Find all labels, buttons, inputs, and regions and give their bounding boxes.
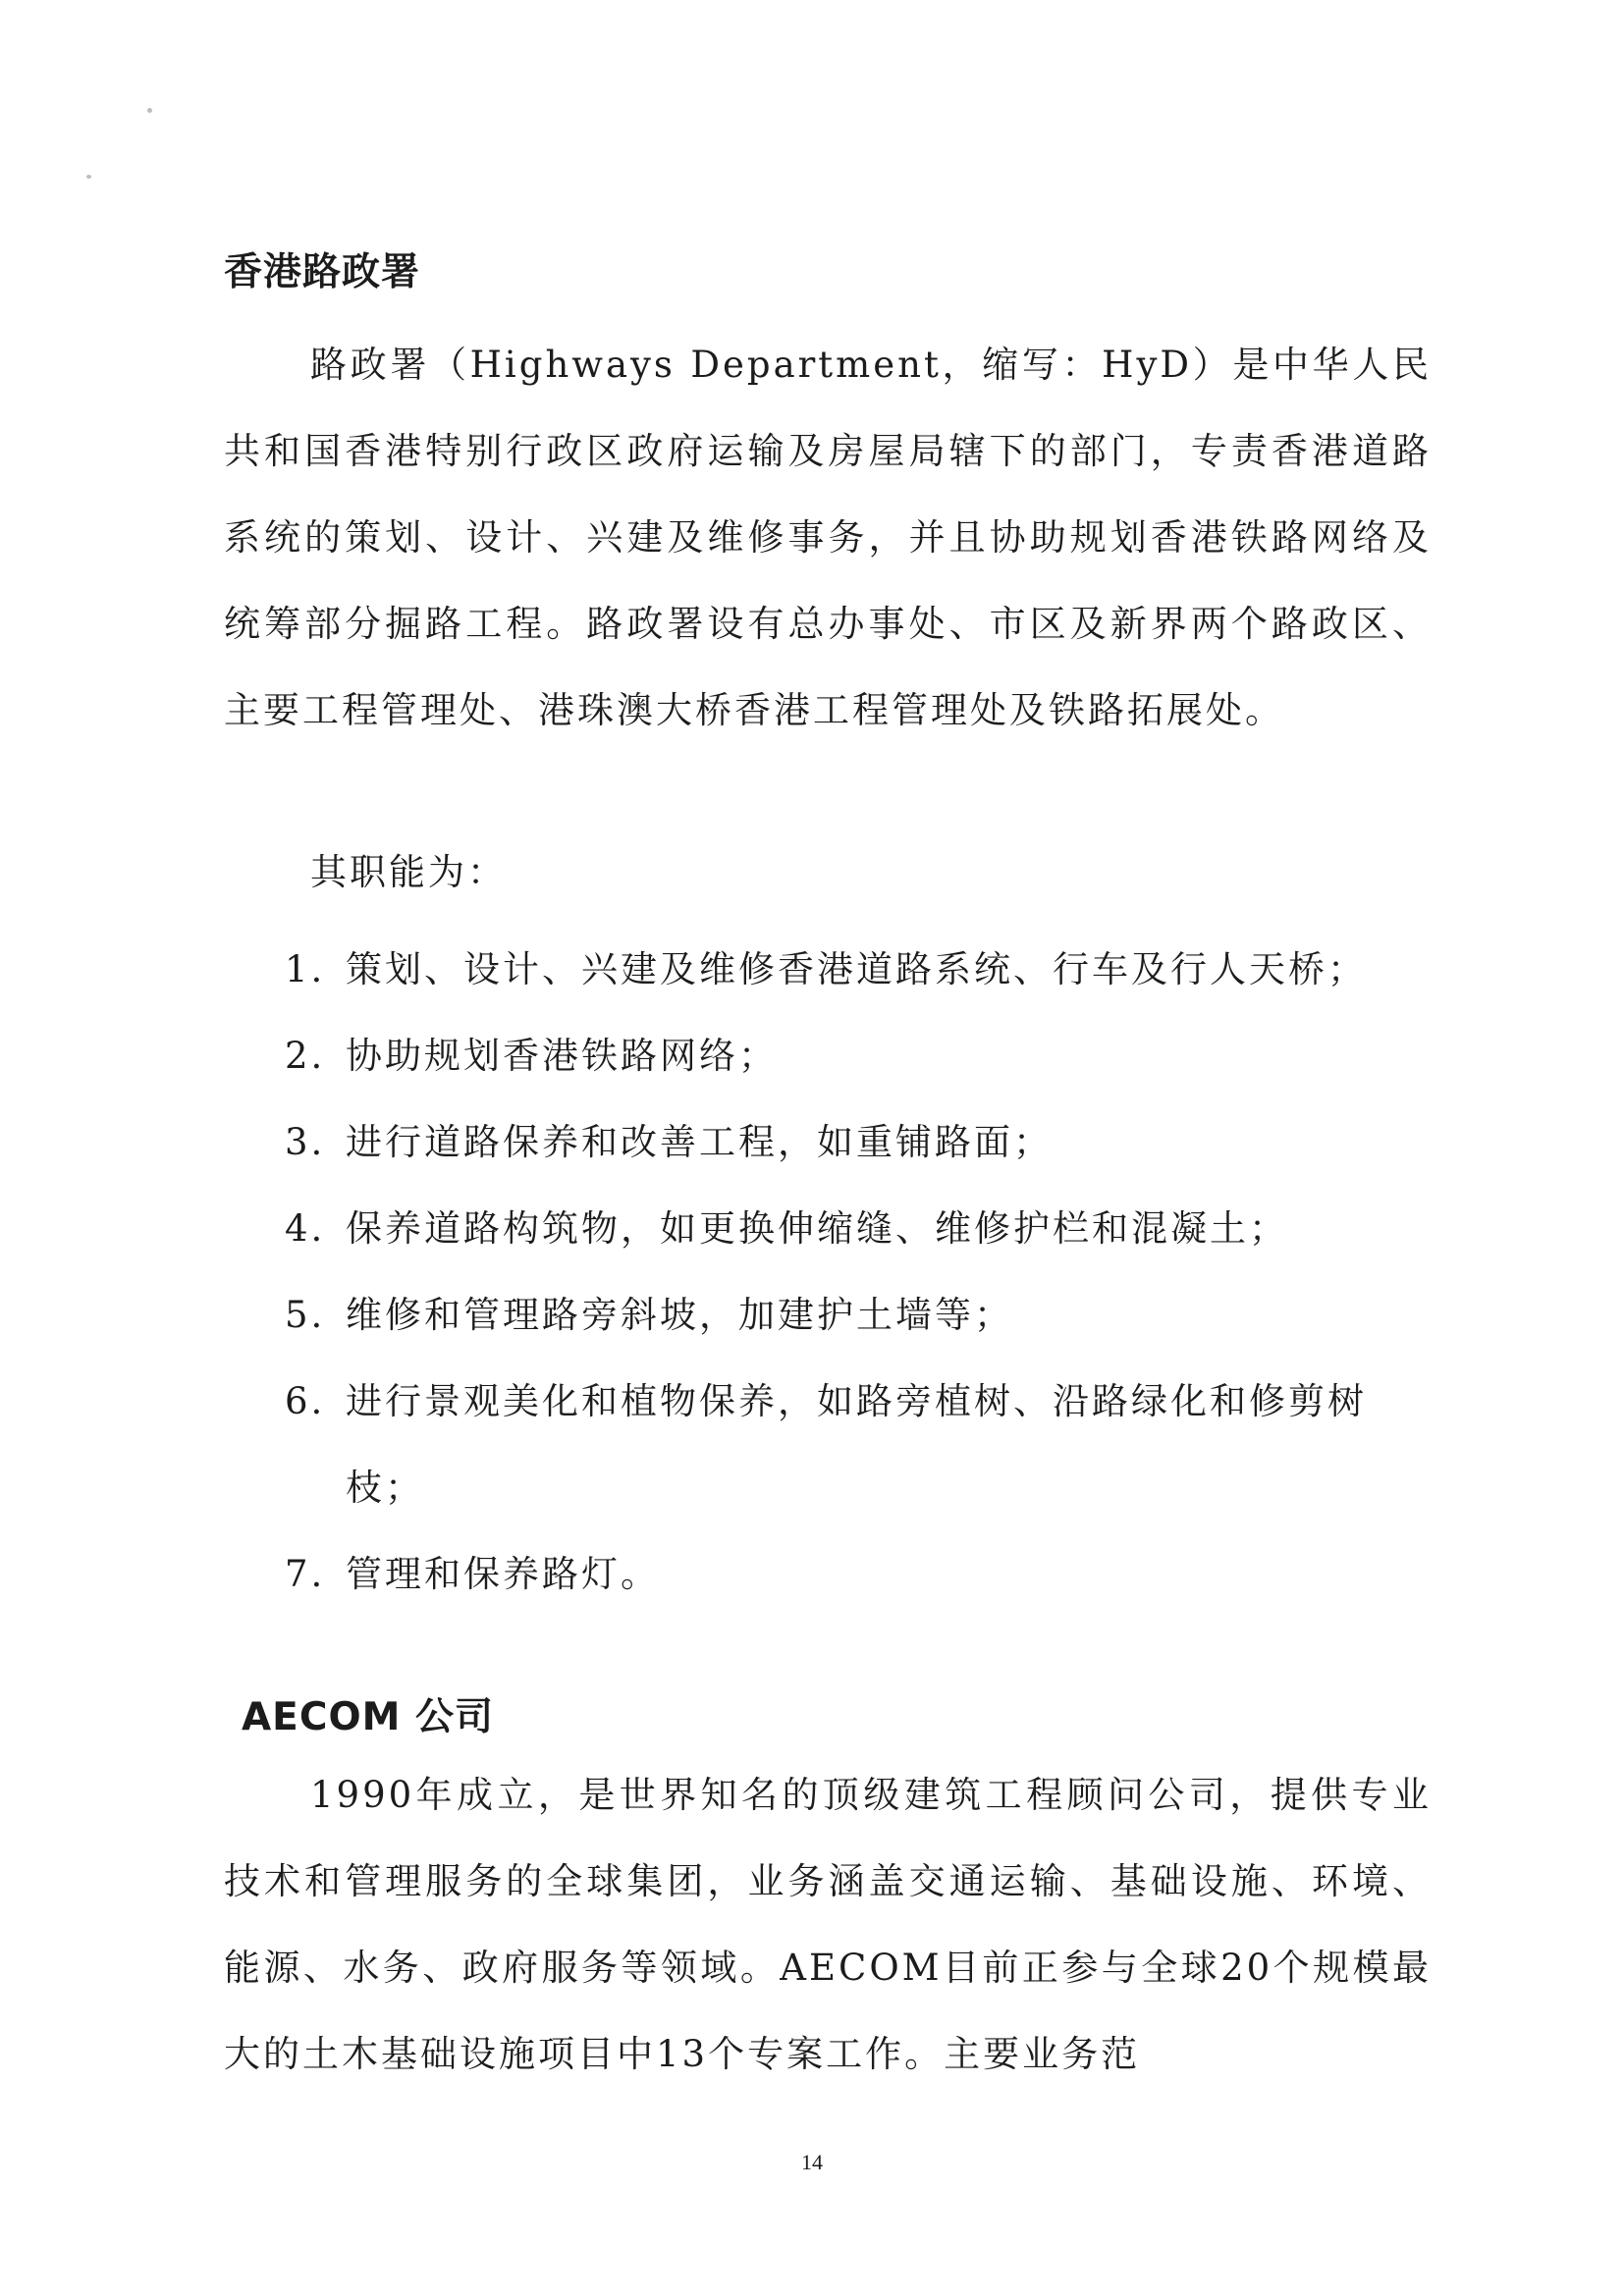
list-item <box>285 1186 1443 1272</box>
list-item <box>285 1531 1443 1618</box>
page-number: 14 <box>801 2150 823 2174</box>
list-item <box>285 1099 1443 1186</box>
list-item <box>285 1013 1443 1099</box>
section-heading-highways-department: 香港路政署 <box>224 250 421 294</box>
list-item <box>285 1359 1443 1531</box>
list-item-number: 2. <box>285 1035 326 1077</box>
list-item-number: 7. <box>285 1553 326 1595</box>
list-item-number: 5. <box>285 1294 326 1336</box>
list-item-text: 管理和保养路灯。 <box>346 1553 660 1595</box>
list-item-text: 进行景观美化和植物保养，如路旁植树、沿路绿化和修剪树枝； <box>346 1380 1367 1509</box>
list-item-text: 维修和管理路旁斜坡，加建护土墙等； <box>346 1294 1013 1336</box>
functions-list <box>285 927 1443 1618</box>
list-item-number: 4. <box>285 1207 326 1250</box>
list-item <box>285 927 1443 1013</box>
list-item-text: 进行道路保养和改善工程，如重铺路面； <box>346 1121 1053 1163</box>
list-item-number: 3. <box>285 1121 326 1163</box>
section-heading-aecom: AECOM 公司 <box>242 1695 494 1739</box>
list-item-text: 保养道路构筑物，如更换伸缩缝、维修护栏和混凝土； <box>346 1207 1288 1250</box>
aecom-body: 1990年成立，是世界知名的顶级建筑工程顾问公司，提供专业技术和管理服务的全球集团，业务涵盖交通运输、基础设施、环境、能源、水务、政府服务等领域。AECOM目前正参与全球20个规模最大的土木基础设施项目中13个专案工作。主要业务范 <box>224 1774 1432 2075</box>
scan-speck <box>86 175 91 179</box>
list-item-text: 协助规划香港铁路网络； <box>346 1035 778 1077</box>
functions-label: 其职能为： <box>310 851 507 893</box>
list-item-number: 1. <box>285 948 326 990</box>
highways-department-intro: 路政署（Highways Department，缩写：HyD）是中华人民共和国香港特别行政区政府运输及房屋局辖下的部门，专责香港道路系统的策划、设计、兴建及维修事务，并且协助规划香港铁路网络及统筹部分掘路工程。路政署设有总办事处、市区及新界两个路政区、主要工程管理处、港珠澳大桥香港工程管理处及铁路拓展处。 <box>224 344 1432 731</box>
list-item-number: 6. <box>285 1380 326 1422</box>
list-item-text: 策划、设计、兴建及维修香港道路系统、行车及行人天桥； <box>346 948 1367 990</box>
scan-speck <box>147 108 152 113</box>
list-item <box>285 1272 1443 1359</box>
